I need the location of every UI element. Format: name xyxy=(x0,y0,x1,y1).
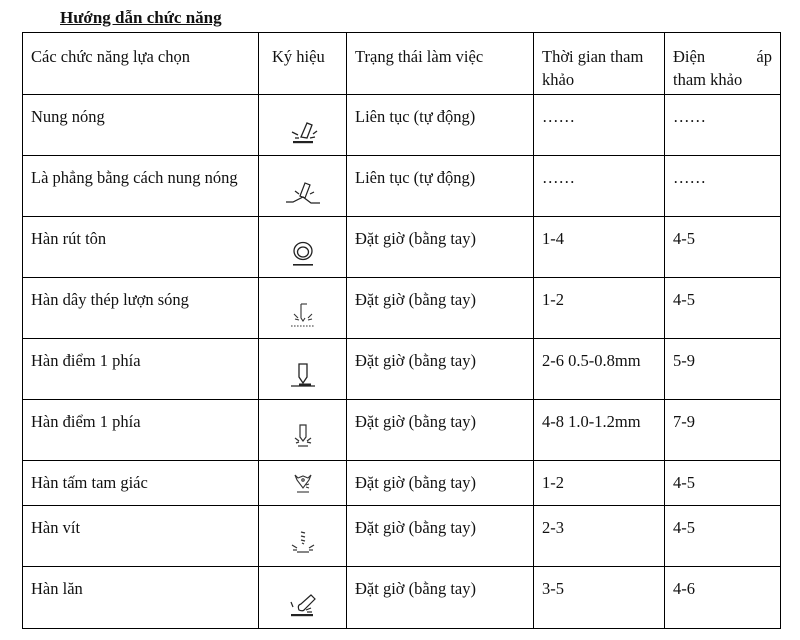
symbol-cell xyxy=(259,567,347,629)
table-row xyxy=(23,506,781,567)
spot-weld-electrode-icon xyxy=(287,361,319,391)
voltage-cell: 4-5 xyxy=(665,506,781,567)
header-voltage-line2: tham khảo xyxy=(673,70,743,89)
voltage-cell: …… xyxy=(665,156,781,217)
function-cell: Hàn dây thép lượn sóng xyxy=(23,278,259,339)
voltage-cell: 4-6 xyxy=(665,567,781,629)
function-cell: Nung nóng xyxy=(23,95,259,156)
dent-pull-ring-icon xyxy=(287,239,319,269)
table-row xyxy=(23,461,781,506)
time-cell: 2-6 0.5-0.8mm xyxy=(534,339,665,400)
mode-cell: Đặt giờ (bằng tay) xyxy=(347,506,534,567)
voltage-cell: 4-5 xyxy=(665,217,781,278)
time-cell: 2-3 xyxy=(534,506,665,567)
mode-cell: Đặt giờ (bằng tay) xyxy=(347,400,534,461)
symbol-cell xyxy=(259,278,347,339)
triangle-plate-icon xyxy=(287,471,319,497)
function-cell: Hàn điểm 1 phía xyxy=(23,400,259,461)
function-cell: Hàn điểm 1 phía xyxy=(23,339,259,400)
symbol-cell xyxy=(259,156,347,217)
function-cell: Hàn rút tôn xyxy=(23,217,259,278)
header-function: Các chức năng lựa chọn xyxy=(23,33,259,95)
function-cell: Hàn vít xyxy=(23,506,259,567)
header-mode: Trạng thái làm việc xyxy=(347,33,534,95)
function-cell: Là phẳng bằng cách nung nóng xyxy=(23,156,259,217)
voltage-cell: 4-5 xyxy=(665,278,781,339)
table-row xyxy=(23,339,781,400)
time-cell: 1-4 xyxy=(534,217,665,278)
function-cell: Hàn lăn xyxy=(23,567,259,629)
header-row xyxy=(23,33,781,95)
time-cell: 1-2 xyxy=(534,461,665,506)
header-time xyxy=(534,33,665,95)
header-time-line1: Thời gian tham xyxy=(542,47,644,66)
spot-weld-sparks-icon xyxy=(287,422,319,452)
symbol-cell xyxy=(259,506,347,567)
document-title: Hướng dẫn chức năng xyxy=(60,8,222,27)
mode-cell: Đặt giờ (bằng tay) xyxy=(347,217,534,278)
time-cell: …… xyxy=(534,95,665,156)
heating-icon xyxy=(287,117,319,147)
function-guide-table xyxy=(22,32,781,629)
voltage-cell: 7-9 xyxy=(665,400,781,461)
table-row xyxy=(23,217,781,278)
symbol-cell xyxy=(259,95,347,156)
time-cell: …… xyxy=(534,156,665,217)
symbol-cell xyxy=(259,400,347,461)
mode-cell: Đặt giờ (bằng tay) xyxy=(347,278,534,339)
header-symbol: Ký hiệu xyxy=(259,33,347,95)
time-cell: 4-8 1.0-1.2mm xyxy=(534,400,665,461)
wave-wire-icon xyxy=(287,300,319,330)
mode-cell: Đặt giờ (bằng tay) xyxy=(347,339,534,400)
voltage-cell: …… xyxy=(665,95,781,156)
function-cell: Hàn tấm tam giác xyxy=(23,461,259,506)
header-voltage-word2: áp xyxy=(756,47,772,66)
time-cell: 1-2 xyxy=(534,278,665,339)
symbol-cell xyxy=(259,217,347,278)
mode-cell: Đặt giờ (bằng tay) xyxy=(347,461,534,506)
voltage-cell: 4-5 xyxy=(665,461,781,506)
roller-weld-icon xyxy=(286,590,320,620)
mode-cell: Đặt giờ (bằng tay) xyxy=(347,567,534,629)
flatten-heating-icon xyxy=(283,178,323,208)
time-cell: 3-5 xyxy=(534,567,665,629)
table-row xyxy=(23,156,781,217)
header-voltage xyxy=(665,33,781,95)
header-time-line2: khảo xyxy=(542,70,575,89)
table-row xyxy=(23,278,781,339)
mode-cell: Liên tục (tự động) xyxy=(347,95,534,156)
table-row xyxy=(23,400,781,461)
voltage-cell: 5-9 xyxy=(665,339,781,400)
symbol-cell xyxy=(259,461,347,506)
mode-cell: Liên tục (tự động) xyxy=(347,156,534,217)
symbol-cell xyxy=(259,339,347,400)
table-row xyxy=(23,95,781,156)
screw-weld-icon xyxy=(287,528,319,558)
header-voltage-word1: Điện xyxy=(673,47,706,66)
table-row xyxy=(23,567,781,629)
